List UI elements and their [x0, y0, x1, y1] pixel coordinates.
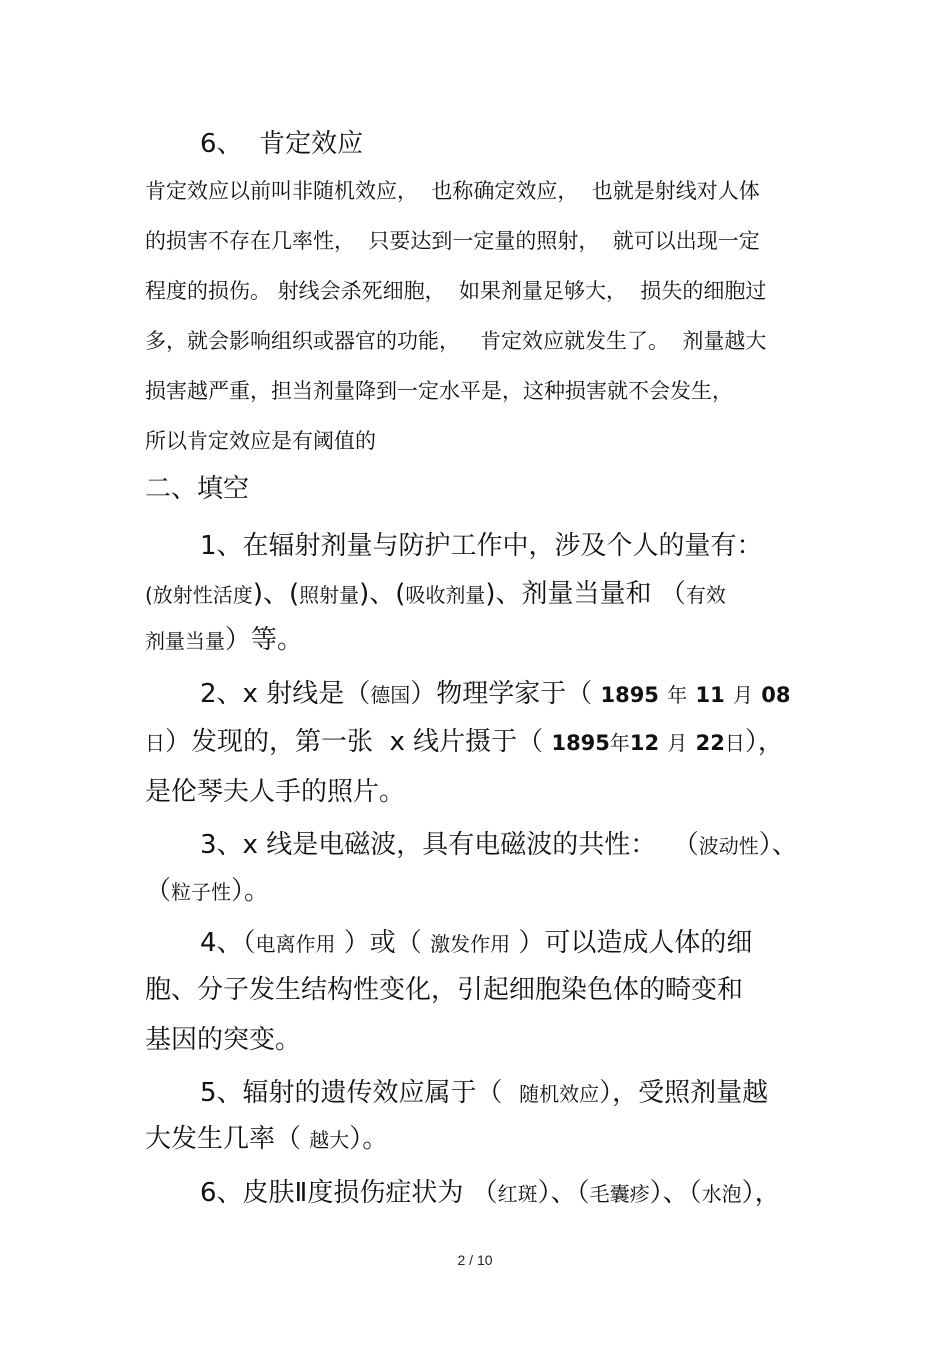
answer-5b: 越大	[309, 1128, 350, 1152]
question-3-line-2: （粒子性）。	[145, 876, 271, 906]
question-2-line-1: 2、x 射线是（德国）物理学家于（ 1895 年 11 月 08	[200, 679, 791, 709]
answer-1a: (放射性活度	[145, 583, 253, 607]
answer-6a: 红斑	[497, 1182, 538, 1206]
paragraph-line-6: 所以肯定效应是有阈值的	[145, 429, 376, 453]
answer-1c: 吸收剂量	[405, 583, 486, 607]
question-5-line-1: 5、辐射的遗传效应属于（ 随机效应），受照剂量越	[200, 1078, 769, 1108]
question-1-line-1: 1、在辐射剂量与防护工作中，涉及个人的量有：	[200, 531, 763, 561]
paragraph-line-3: 程度的损伤。 射线会杀死细胞， 如果剂量足够大， 损失的细胞过	[145, 279, 767, 303]
answer-5a: 随机效应	[519, 1082, 600, 1106]
question-3-line-1: 3、x 线是电磁波，具有电磁波的共性： （波动性）、	[200, 830, 798, 860]
question-4-line-3: 基因的突变。	[145, 1025, 302, 1055]
section-heading-fill: 二、填空	[145, 474, 250, 504]
page-number: 2 / 10	[457, 1252, 493, 1268]
section-heading-6: 6、 肯定效应	[200, 129, 364, 159]
answer-6c: 水泡	[701, 1182, 742, 1206]
answer-3a: 波动性	[698, 834, 759, 858]
answer-6b: 毛囊疹	[589, 1182, 650, 1206]
question-2-line-3: 是伦琴夫人手的照片。	[145, 777, 406, 807]
answer-4b: 激发作用	[430, 932, 511, 956]
answer-3b: 粒子性	[171, 880, 232, 904]
question-6-line-1: 6、皮肤Ⅱ度损伤症状为 （红斑）、（毛囊疹）、（水泡），	[200, 1178, 781, 1208]
question-2-line-2: 日）发现的，第一张 x 线片摄于（ 1895年12 月 22日），	[145, 727, 784, 757]
answer-1d-cont: 剂量当量	[145, 629, 225, 653]
question-1-line-3: 剂量当量）等。	[145, 625, 304, 655]
paragraph-line-2: 的损害不存在几率性， 只要达到一定量的照射， 就可以出现一定	[145, 229, 760, 253]
answer-2a: 德国	[370, 683, 411, 707]
paragraph-line-5: 损害越严重，担当剂量降到一定水平是，这种损害就不会发生，	[145, 379, 733, 403]
question-4-line-2: 胞、分子发生结构性变化，引起细胞染色体的畸变和	[145, 975, 744, 1005]
question-4-line-1: 4、（电离作用 ）或（ 激发作用 ）可以造成人体的细	[200, 928, 753, 958]
question-5-line-2: 大发生几率（ 越大）。	[145, 1124, 389, 1154]
answer-1b: 照射量	[299, 583, 360, 607]
question-1-line-2: (放射性活度)、(照射量)、(吸收剂量)、剂量当量和 （有效	[145, 579, 726, 609]
paragraph-line-4: 多，就会影响组织或器官的功能， 肯定效应就发生了。 剂量越大	[145, 329, 767, 353]
paragraph-line-1: 肯定效应以前叫非随机效应， 也称确定效应， 也就是射线对人体	[145, 179, 760, 203]
answer-1d: 有效	[685, 583, 726, 607]
answer-4a: 电离作用	[255, 932, 336, 956]
